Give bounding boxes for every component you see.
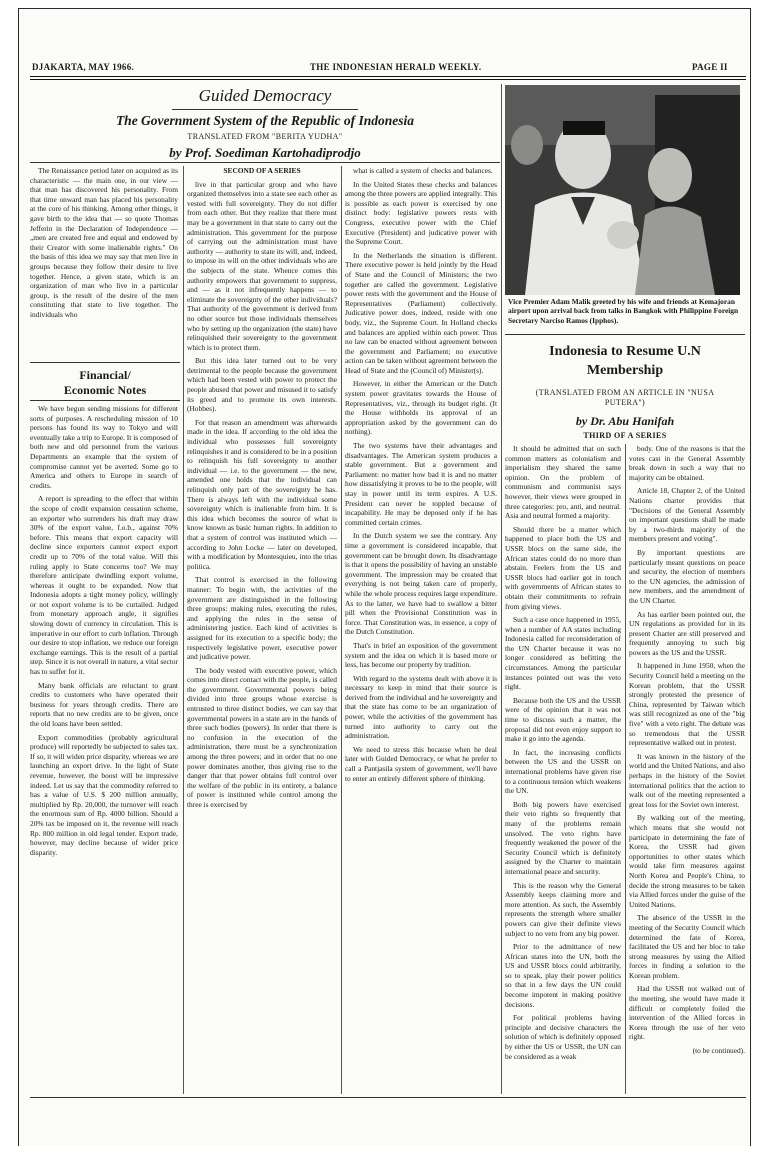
- paragraph: what is called a system of checks and balances.: [353, 166, 493, 175]
- paragraph: The Renaissance period later on acquired as its characteristic — the main one, in our view — that man has discovered his personality. From that time onward man has placed his personality at the core of his thinking. Among other things, it gave birth to the idea that — so quote Thomas Jefferin in the Declaration of Independence — „men are created free and equal and endowed by their Creator with some inalienable rights." On the basis of this idea we may say that men live in groups because they follow their desire to live together. Hence, a given state, which is an organization of man who live in a particular group, is the result of the desire of the men constituting that state to live together. The individuals who: [30, 166, 178, 319]
- paragraph: As has earlier been pointed out, the UN regulations as provided for in its present Charter are still preserved and frequently annoying to such big powers as the US and the USSR.: [629, 609, 745, 657]
- news-photo: [505, 85, 740, 295]
- financial-title-1: Financial/: [79, 368, 131, 382]
- paragraph: Many bank officials are reluctant to grant credits to customers who have operated their business for years through credits. There are reports that no new credits are to be given, once the old loans have been settled.: [30, 680, 178, 728]
- paragraph: For that reason an amendment was afterwards made in the idea. If according to the old idea the individual who possesses full sovereignty relinquishes it and is considered to be in a position to relinquish his full sovereignty to another individual — i.e. to the government — the new, amended one holds that the individual can relinquish only part of the sovereignty he has. There is always left with the individual some sovereignty which is inalienable from him. It is this idea which becomes the source of what is know known as basic human rights. In addition to that a system of control was instituted which — according to John Locke — later on developed, with a modification by Montesquieu, into the trias politica.: [187, 417, 337, 571]
- paragraph: It should be admitted that on such common matters as colonialism and imperialism they shared the same opinion. On the problem of communism and communist says however, their views were grouped in three categories: pro, anti, and neutral. Asia and neutral formed a majority.: [505, 444, 621, 521]
- paragraph: But this idea later turned out to be very detrimental to the people because the government which had been vested with power to protect the people abused that power and misused it to satisfy its greed and to promote its own interests. (Hobbes).: [187, 356, 337, 414]
- masthead-rule: [30, 76, 746, 77]
- column-divider: [501, 84, 502, 1094]
- paragraph: In the Netherlands the situation is different. There executive power is held jointly by the Head of State and the Council of Ministers; the two together are called the government. Legislative power rests with the government and the House of Representatives (Parliament) collectively. Judicative power does, indeed, reside with one body, viz., the Supreme Court. In Holland checks and balances are applied within each power. Thus no law can be enacted without agreement between the government and Parliament; no executive action can be taken without agreement between the Head of State and the (Council of) Minister(s).: [345, 250, 497, 375]
- paragraph: However, in either the American or the Dutch system power gravitates towards the House of Representatives, viz., through its budget right. (It the House withholds its approval of an appropriation asked by the government can do nothing).: [345, 379, 497, 437]
- page-border-left: [18, 8, 19, 1146]
- continued-note: (to be continued).: [692, 1046, 745, 1056]
- paragraph: By walking out of the meeting, which means that she would not participate in determining the fate of Korea, the USSR had given opportunities to other states which would take firm measures against North Korea and People's China, to decide the strong measures to be taken via Allied forces under the guise of the United Nations.: [629, 813, 745, 909]
- paragraph: The body vested with executive power, which comes into direct contact with the people, is called the government. Governmental powers being divided into three groups whose exercise is entrusted to three distinct bodies, we can say that governmental powers in a state are in the hands of three such bodies (powers). In order that there is no confusion in the execution of the administration, there must be a synchronization among the three powers; and in order that no one power dominates another, thus giving rise to the danger that that power obtains full control over the welfare of the public in its entirety, a balance of power is instituted while control among the three is exercised by: [187, 665, 337, 809]
- paragraph: In the United States these checks and balances among the three powers are applied integrally. This is possible as each power is exercised by one distinct body: legislative powers rests with Congress, executive power with the Chief Executive (President) and judicative power with the Supreme Court.: [345, 179, 497, 247]
- series-label: SECOND OF A SERIES: [223, 166, 301, 175]
- column-divider: [625, 444, 626, 1094]
- page-border-top: [18, 8, 750, 9]
- paragraph: The two systems have their advantages and disadvantages. The American system produces a stable government. But a government and Parliament: no matter how bad it is and no matter how dissatisfying it proves to be to the people, will stay in power until its term expires. A U.S. President can never be toppled because of incapability. He may be deposed only if he has committed certain crimes.: [345, 441, 497, 527]
- page-border-right: [750, 8, 751, 1146]
- column-divider: [183, 166, 184, 1094]
- paragraph: Export commodities (probably agricultural produce) will reportedly be subjected to sales tax. If so, it will widen price disparity, whereas we are launching an export drive. In the light of State revenue, however, the boost will be impressive indeed. Let us say that the commodity referred to has a value of U.S. $ 200 million annually, multiplied by Rp. 20,000, the turnover will reach the enormous sum of Rp. 4000 billion. Should a 20% tax be imposed on it, the revenue will reach Rp. 800 million in old legal tender. Export trade, however, may decline because of wider price disparity.: [30, 732, 178, 857]
- masthead-rule-thin: [30, 79, 746, 80]
- paragraph: It was known in the history of the world and the United Nations, and also perhaps in the history of the Soviet international politics that the action to walk out of the meeting represented a great loss for the Soviet own interest.: [629, 751, 745, 809]
- un-article-col1: [505, 444, 621, 1094]
- paragraph: Such a case once happened in 1955, when a number of AA states including Indonesia called for reconsideration of the UN Charter because it was no longer considered as befitting the circumstances. Among the particular instances pointed out was the veto right.: [505, 615, 621, 692]
- masthead-page: PAGE II: [692, 62, 728, 72]
- un-source-2: PUTERA"): [604, 398, 646, 407]
- un-series-label: THIRD OF A SERIES: [583, 431, 667, 440]
- main-article-col2: [187, 166, 337, 1094]
- paragraph: In fact, the increasing conflicts between the US and the USSR on international problems have given rise to a continuous tension which weakens the UN.: [505, 747, 621, 796]
- paragraph: Because both the US and the USSR were of the opinion that it was not time to discuss such a matter, the proposal did not even enjoy support to make it go into the agenda.: [505, 695, 621, 744]
- paragraph: With regard to the systems dealt with above it is necessary to keep in mind that their source is derived from the individual and he sovereignty and that the state has come to be an organization of power, while the activities of the government has turned into authority to carry out the administration.: [345, 673, 497, 741]
- main-article-col1: [30, 166, 178, 360]
- financial-title-2: Economic Notes: [63, 383, 147, 397]
- paragraph: Should there be a matter which happened to place both the US and USSR blocs on the same side, the African states could do no more than abstain. Feelers from the US and USSR blocs had earlier got in touch with governments of African states to obtain their commitments to refrain from giving views.: [505, 524, 621, 611]
- paragraph: The absence of the USSR in the meeting of the Security Council which determined the fate of Korea, facilitated the US and her bloc to take strong measures by using the Allied forces in finding a solution to the Korean problem.: [629, 913, 745, 980]
- un-article-col2: [629, 444, 745, 1094]
- paragraph: Prior to the admittance of new African states into the UN, both the US and USSR blocs could arbitrarily, so to speak, play their power politics so that in a few days the UN could become impotent in making positive decisions.: [505, 942, 621, 1009]
- un-source-1: (TRANSLATED FROM AN ARTICLE IN "NUSA: [535, 388, 715, 397]
- column-divider: [341, 166, 342, 1094]
- article-headline: The Government System of the Republic of Indonesia: [115, 113, 415, 128]
- paragraph: Had the USSR not walked out of the meeting, she would have made it difficult or completely foiled the intervention of the Allied forces in Korea through the use of her veto right.: [629, 984, 745, 1042]
- paragraph: We need to stress this because when he deal later with Guided Democracy, or what he prefer to call a Pantjasila system of government, we'll have to enter an entirely different sphere of thinking.: [345, 744, 497, 783]
- paragraph: It happened in June 1950, when the Security Council held a meeting on the Korean problem, that the USSR strongly protested the presence of China, represented by Taiwan which was still recognized as one of the "big five" with a veto right. The debate was so tremendous that the USSR representative walked out in protest.: [629, 661, 745, 748]
- paragraph: In the Dutch system we see the contrary. Any time a government is considered incapable, that government can be brought down. Its disadvantage is that it opens the possibility of having an unstable government. The impression may be created that everything is not being taken care of properly, while the whole process requires large expenditure. As to the latter, we have had to swallow a bitter pill when the Provisional Constitution was in force. That Constitution was, in essence, a copy of the Dutch Constitution.: [345, 531, 497, 637]
- paragraph: Article 18, Chapter 2, of the United Nations charter provides that "Decisions of the General Assembly on important questions shall be made by a two-thirds majority of the members present and voting".: [629, 486, 745, 544]
- kicker-underline: [172, 109, 358, 110]
- byline-rule: [30, 162, 500, 163]
- un-headline-1: Indonesia to Resume U.N: [549, 344, 701, 359]
- paragraph: We have begun sending missions for different sorts of purposes. A rescheduling mission of 10 persons has found its way to Tokyo and will eventually take a trip to Europe. It is composed of both new and old personnel from the various Departments an example that the system of compromise cannot yet be averted. Some go to America and others to Europe in search of credits.: [30, 404, 178, 490]
- page-bottom-rule: [30, 1097, 746, 1098]
- masthead-title: THE INDONESIAN HERALD WEEKLY.: [310, 62, 482, 72]
- paragraph: Both big powers have exercised their veto rights so frequently that many of the problems remain unsolved. The veto rights have frequently weakened the power of the Security Council which is definitely assigned by the Charter to maintain international peace and security.: [505, 799, 621, 876]
- financial-rule-bottom: [30, 400, 180, 401]
- paragraph: That's in brief an exposition of the government system and the idea on which it is based more or less, has become our property by tradition.: [345, 640, 497, 670]
- masthead-date: DJAKARTA, MAY 1966.: [32, 62, 135, 72]
- un-rule-top: [505, 334, 745, 335]
- article-kicker: Guided Democracy: [198, 86, 332, 105]
- paragraph: body. One of the reasons is that the votes cast in the General Assembly break down in such a way that no majority can be obtained.: [629, 444, 745, 482]
- paragraph: That control is exercised in the following manner: To begin with, the activities of the government are distinguished in the following three groups: making rules, executing the rules, and applying the rules in the sense of administering justice. Each kind of activities is assigned for its execution to a specific body; the respectively legislative power, executive power and judicative power.: [187, 575, 337, 662]
- paragraph: For political problems having principle and decisive characters the solution of which is definitely opposed by either the US or USSR, the UN can be considered as a weak: [505, 1013, 621, 1061]
- article-byline: by Prof. Soediman Kartohadiprodjo: [169, 145, 361, 160]
- main-article-col3: [345, 166, 497, 1094]
- financial-rule-top: [30, 362, 180, 363]
- financial-notes-body: [30, 404, 178, 1094]
- article-source: TRANSLATED FROM "BERITA YUDHA": [187, 132, 343, 141]
- photo-caption: Vice Premier Adam Malik greeted by his wife and friends at Kemajoran airport upon arrival back from talks in Bangkok with Philippine Foreign Secretary Narciso Ramos (Ipphos).: [508, 297, 739, 325]
- paragraph: By important questions are particularly meant questions on peace and security, the election of members to the UN agencies, the admission of new members, and the amendment of the UN Charter.: [629, 547, 745, 605]
- un-byline: by Dr. Abu Hanifah: [575, 414, 675, 428]
- un-headline-2: Membership: [586, 363, 664, 378]
- paragraph: This is the reason why the General Assembly keeps claiming more and more attention. As such, the Assembly represents the strength where smaller powers can give their definite views subject to no veto from any big power.: [505, 880, 621, 938]
- paragraph: A report is spreading to the effect that within the scope of credit expansion cessation scheme, an exporter who surrenders his draft may draw 30% of the export value, f.o.b., against 70% before. This means that export capacity will decline since exporters cannot expect export credit up to 70% of the total value. Will this ruling apply to State concerns too? We may therefore anticipate dwindling export volume, whereas it ought to be expanded. Now that Indonesia adopts a tight money policy, willingly or not export volume is to be curtailed. Judged from monetary approach angle, it signifies slowing down of currency in circulation. This is imperative in our effort to curb inflation. Through our desire to stop inflation, we reduce our foreign exchange earnings. This is the result of a partial step. Since it is not overall in nature, a vital sector has to suffer for it.: [30, 494, 178, 677]
- paragraph: live in that particular group and who have organized themselves into a state see each other as vested with full sovereignty. They do not differ from each other. But they realize that there must may be a government in that state to carry out the administration. This government for the purpose of carrying out the administration must have authority — authority to state its will, and, indeed, to impose its will on the other individuals who are the subjects of the state. Whence comes this authority empowers that government to suppress, and — as it not infrequently happens — to eliminate the sovereignty of the other individuals? That authority of the government is derived from no other source but those individuals themselves who by setting up the organization (the state) have relinquished their sovereignty to the government which is to protect them.: [187, 179, 337, 352]
